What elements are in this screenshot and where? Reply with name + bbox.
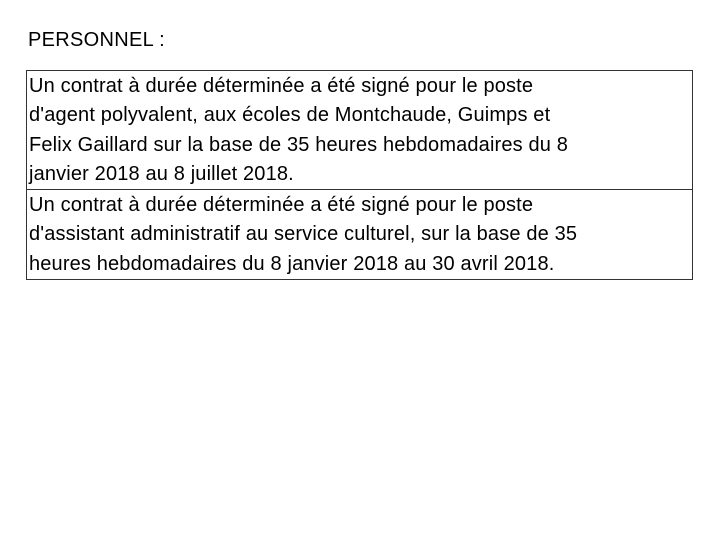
contract-cell-assistant-administratif — [27, 189, 692, 279]
section-heading: PERSONNEL : — [28, 29, 166, 51]
contracts-table — [26, 70, 693, 280]
contract-cell-agent-polyvalent — [27, 71, 692, 189]
contract-text-line: d'assistant administratif au service culturel, sur la base de 35 — [29, 223, 578, 246]
contract-text-line: d'agent polyvalent, aux écoles de Montchaude, Guimps et — [29, 104, 551, 127]
contract-text-line: heures hebdomadaires du 8 janvier 2018 au 30 avril 2018. — [29, 252, 555, 275]
contract-text-line: janvier 2018 au 8 juillet 2018. — [29, 162, 294, 185]
contract-text-line: Un contrat à durée déterminée a été signé pour le poste — [29, 194, 534, 217]
contract-text-line: Felix Gaillard sur la base de 35 heures hebdomadaires du 8 — [29, 133, 569, 156]
contract-text-line: Un contrat à durée déterminée a été signé pour le poste — [29, 75, 534, 97]
